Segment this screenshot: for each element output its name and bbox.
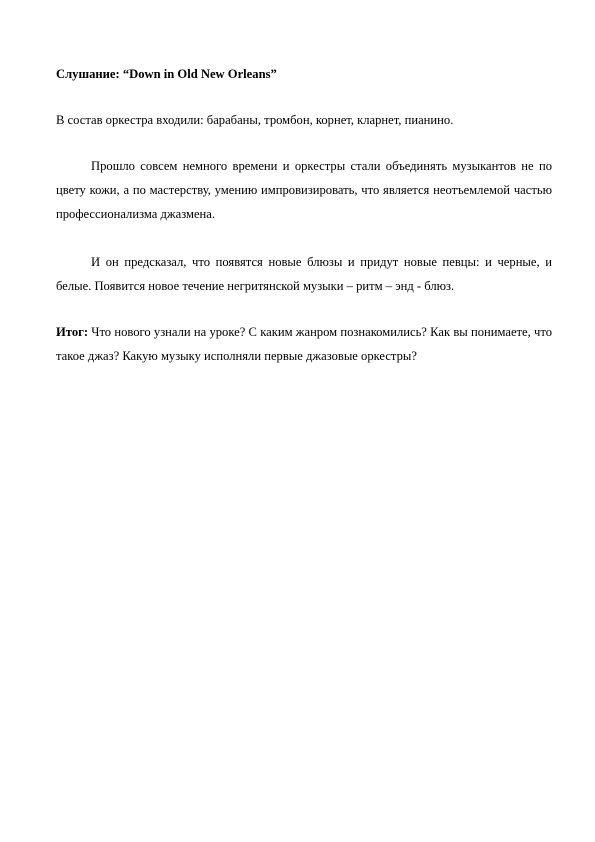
prediction-paragraph: И он предсказал, что появятся новые блюзы и придут новые певцы: и черные, и белые. Появится новое течение негритянской музыки – ритм – энд - блюз. bbox=[56, 255, 552, 293]
summary-questions: Что нового узнали на уроке? С каким жанром познакомились? Как вы понимаете, что такое джаз? Какую музыку исполняли первые джазовые оркестры? bbox=[56, 325, 552, 363]
summary-paragraph bbox=[56, 320, 552, 368]
document-body bbox=[56, 62, 552, 368]
orchestras-paragraph: Прошло совсем немного времени и оркестры стали объединять музыкантов не по цвету кожи, а по мастерству, умению импровизировать, что является неотъемлемой частью профессионализма джазмена. bbox=[56, 159, 552, 221]
orchestra-composition-line: В состав оркестра входили: барабаны, тромбон, корнет, кларнет, пианино. bbox=[56, 113, 454, 127]
listening-heading: Слушание: “Down in Old New Orleans” bbox=[56, 67, 277, 81]
summary-label: Итог: bbox=[56, 325, 89, 339]
